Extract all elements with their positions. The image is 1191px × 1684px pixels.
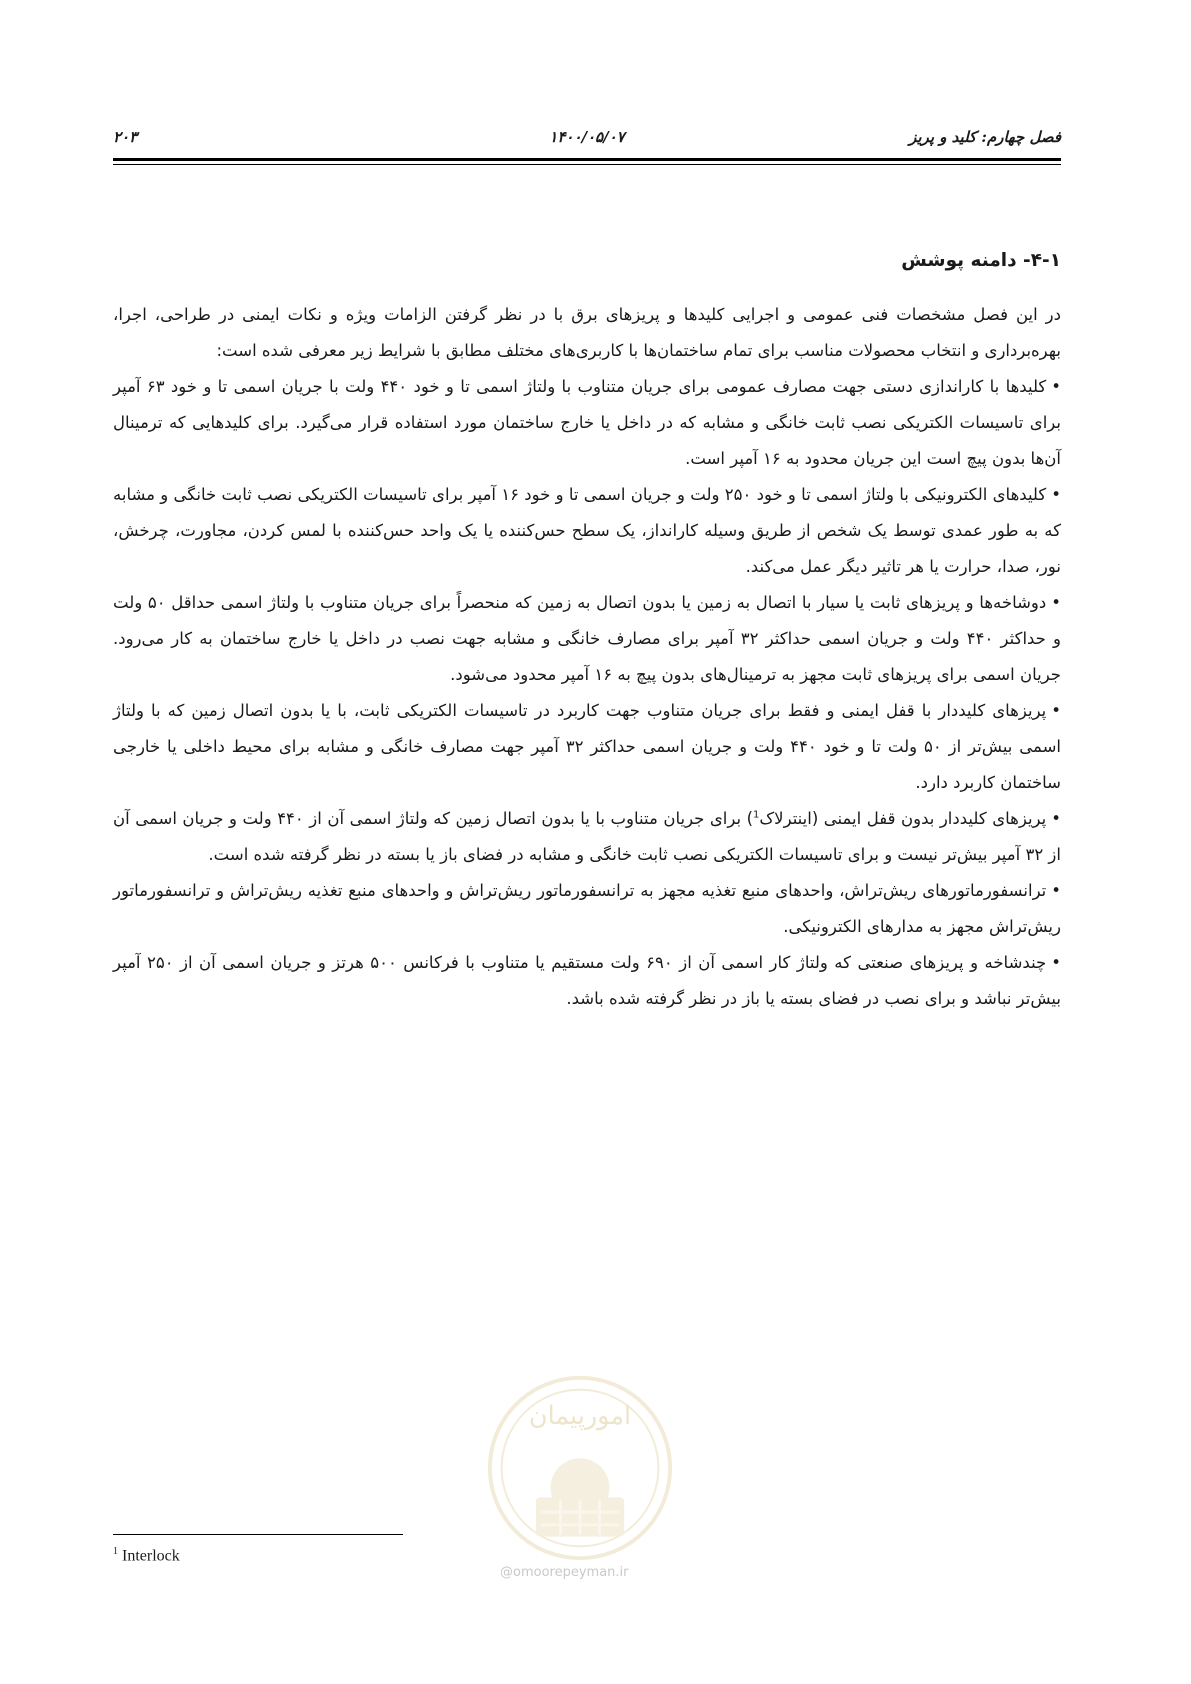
- header-rule-thin: [113, 164, 1061, 165]
- bullet-marker: •: [1051, 485, 1061, 504]
- bullet-text: ترانسفورماتورهای ریش‌تراش، واحدهای منبع تغذیه مجهز به ترانسفورماتور ریش‌تراش و واحدهای منبع تغذیه ریش‌تراش و ترانسفورماتور ریش‌تراش مجهز به مدارهای الکترونیکی.: [113, 881, 1061, 936]
- bullet-marker: •: [1051, 377, 1061, 396]
- bullet-text-part-1: پریزهای کلیددار بدون قفل ایمنی (اینترلاک: [759, 809, 1047, 828]
- bullet-item-1: [113, 369, 1061, 477]
- bullet-marker: •: [1051, 809, 1061, 828]
- bullet-text: کلیدها با کاراندازی دستی جهت مصارف عمومی برای جریان متناوب با ولتاژ اسمی تا و خود ۴۴۰ ولت با جریان اسمی تا و خود ۶۳ آمپر برای تاسیسات الکتریکی نصب ثابت خانگی و مشابه که در داخل یا خارج ساختمان مورد استفاده قرار می‌گیرد. برای کلیدهایی که ترمینال آن‌ها بدون پیچ است این جریان محدود به ۱۶ آمپر است.: [113, 377, 1061, 468]
- header-date: ۱۴۰۰/۰۵/۰۷: [549, 128, 625, 146]
- bullet-text: دوشاخه‌ها و پریزهای ثابت یا سیار با اتصال به زمین یا بدون اتصال به زمین که منحصراً برای جریان متناوب با ولتاژ اسمی حداقل ۵۰ ولت و حداکثر ۴۴۰ ولت و جریان اسمی حداکثر ۳۲ آمپر برای مصارف خانگی و مشابه جهت نصب در داخل یا خارج ساختمان به کار می‌رود. جریان اسمی برای پریزهای ثابت مجهز به ترمینال‌های بدون پیچ به ۱۶ آمپر محدود می‌شود.: [113, 593, 1062, 684]
- page-header: [113, 128, 1061, 154]
- bullet-text: کلیدهای الکترونیکی با ولتاژ اسمی تا و خود ۲۵۰ ولت و جریان اسمی تا و خود ۱۶ آمپر برای تاسیسات الکتریکی نصب ثابت خانگی و مشابه که به طور عمدی توسط یک شخص از طریق وسیله کارانداز، یک سطح حس‌کننده یا یک واحد حس‌کننده با لمس کردن، مجاورت، چرخش، نور، صدا، حرارت یا هر تاثیر دیگر عمل می‌کند.: [113, 485, 1061, 576]
- bullet-marker: •: [1051, 593, 1061, 612]
- watermark-logo-text: امورپیمان: [528, 1400, 632, 1431]
- bullet-item-7: [113, 945, 1061, 1017]
- page-content: [113, 246, 1061, 1017]
- footnote-text: Interlock: [122, 1547, 180, 1565]
- bullet-item-6: [113, 873, 1061, 945]
- section-title: ۴-۱- دامنه پوشش: [901, 250, 1061, 271]
- bullet-text: چندشاخه و پریزهای صنعتی که ولتاژ کار اسمی آن از ۶۹۰ ولت مستقیم یا متناوب با فرکانس ۵۰۰ هرتز و جریان اسمی آن از ۲۵۰ آمپر بیش‌تر نباشد و برای نصب در فضای بسته یا باز در نظر گرفته شده باشد.: [113, 953, 1061, 1008]
- bullet-marker: •: [1051, 953, 1061, 972]
- watermark-logo: [482, 1370, 678, 1566]
- watermark-caption: @omoorepeyman.ir: [500, 1565, 629, 1580]
- header-page-number: ۲۰۳: [113, 128, 138, 146]
- bullet-item-4: [113, 693, 1061, 801]
- footnote-reference[interactable]: 1: [753, 809, 760, 821]
- bullet-marker: •: [1051, 701, 1061, 720]
- header-rule-thick: [113, 158, 1061, 161]
- bullet-text-part-2: ) برای جریان متناوب با یا بدون اتصال زمین که ولتاژ اسمی آن از ۴۴۰ ولت و جریان اسمی آن از ۳۲ آمپر بیش‌تر نیست و برای تاسیسات الکتریکی نصب ثابت خانگی و مشابه در فضای باز یا بسته در نظر گرفته شده است.: [113, 809, 1061, 864]
- header-chapter-title: فصل چهارم: کلید و پریز: [909, 128, 1061, 146]
- bullet-text: پریزهای کلیددار با قفل ایمنی و فقط برای جریان متناوب جهت کاربرد در تاسیسات الکتریکی ثابت، با یا بدون اتصال زمین که با ولتاژ اسمی بیش‌تر از ۵۰ ولت تا و خود ۴۴۰ ولت و جریان اسمی حداکثر ۳۲ آمپر جهت مصارف خانگی و مشابه برای محیط داخلی یا خارجی ساختمان کاربرد دارد.: [113, 701, 1061, 792]
- bullet-marker: •: [1051, 881, 1061, 900]
- footnote-marker: 1: [113, 1546, 118, 1557]
- bullet-item-3: [113, 585, 1061, 693]
- footnote: [113, 1546, 180, 1565]
- intro-paragraph: در این فصل مشخصات فنی عمومی و اجرایی کلیدها و پریزهای برق با در نظر گرفتن الزامات ویژه و نکات ایمنی در طراحی، اجرا، بهره‌برداری و انتخاب محصولات مناسب برای تمام ساختمان‌ها با کاربری‌های مختلف مطابق با شرایط زیر معرفی شده است:: [113, 305, 1061, 360]
- bullet-item-5: [113, 801, 1061, 873]
- footnote-separator: [113, 1534, 403, 1535]
- bullet-item-2: [113, 477, 1061, 585]
